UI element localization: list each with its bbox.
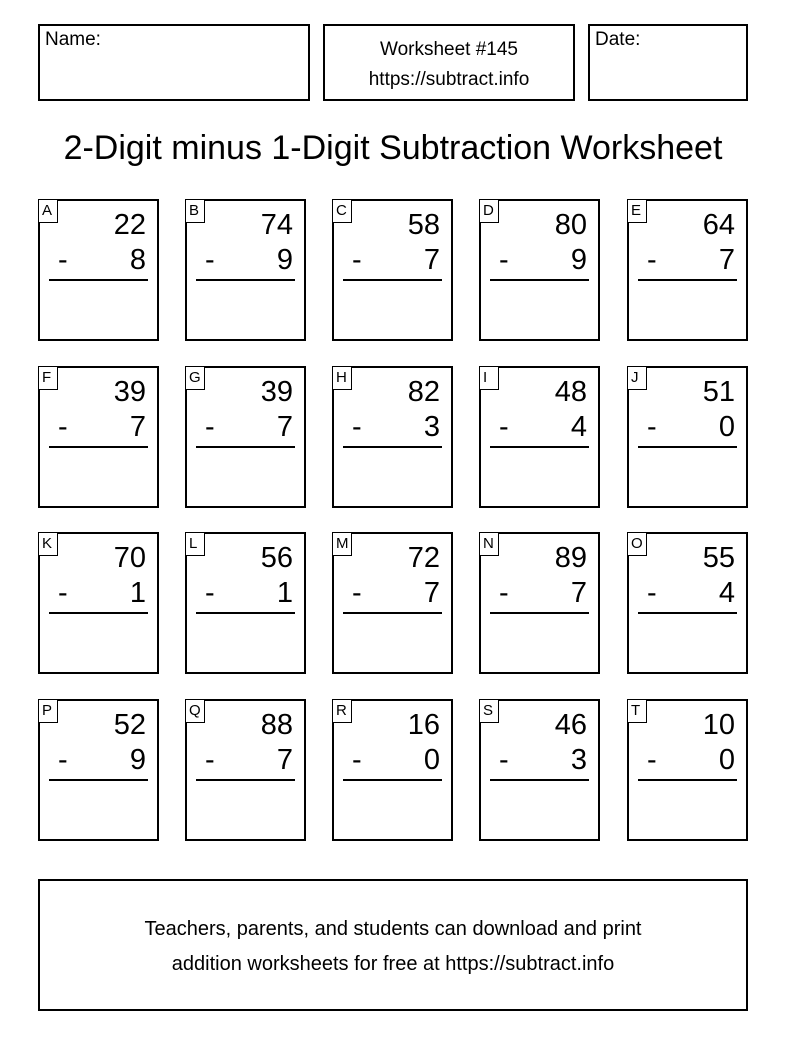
minus-sign: -: [205, 744, 215, 776]
minuend: 58: [407, 209, 440, 241]
name-label: Name:: [45, 29, 101, 50]
subtrahend: 9: [276, 244, 293, 276]
minus-sign: -: [499, 577, 509, 609]
minus-sign: -: [205, 411, 215, 443]
date-field[interactable]: [588, 24, 748, 101]
problem-card[interactable]: [185, 699, 306, 841]
minus-sign: -: [647, 411, 657, 443]
answer-rule: [49, 279, 148, 281]
minus-sign: -: [58, 577, 68, 609]
subtrahend: 4: [570, 411, 587, 443]
problem-card[interactable]: [185, 199, 306, 341]
subtrahend: 0: [718, 411, 735, 443]
answer-rule: [343, 279, 442, 281]
problem-card[interactable]: [332, 699, 453, 841]
answer-rule: [638, 279, 737, 281]
problem-card[interactable]: [479, 366, 600, 508]
problem-letter: H: [332, 366, 352, 390]
subtrahend: 7: [276, 411, 293, 443]
worksheet-number: Worksheet #145: [379, 39, 518, 60]
minuend: 88: [260, 709, 293, 741]
subtrahend: 9: [129, 744, 146, 776]
subtrahend: 1: [276, 577, 293, 609]
answer-rule: [196, 279, 295, 281]
minuend: 22: [113, 209, 146, 241]
minuend: 82: [407, 376, 440, 408]
answer-rule: [49, 779, 148, 781]
problem-letter: K: [38, 532, 58, 556]
problem-card[interactable]: [479, 199, 600, 341]
problem-card[interactable]: [627, 366, 748, 508]
problem-card[interactable]: [627, 699, 748, 841]
problem-letter: P: [38, 699, 58, 723]
footer-line-2: addition worksheets for free at https://subtract.info: [171, 953, 615, 975]
answer-rule: [343, 779, 442, 781]
subtrahend: 9: [570, 244, 587, 276]
answer-rule: [490, 279, 589, 281]
answer-rule: [49, 446, 148, 448]
minus-sign: -: [205, 244, 215, 276]
problem-letter: R: [332, 699, 352, 723]
minuend: 74: [260, 209, 293, 241]
subtrahend: 7: [718, 244, 735, 276]
minuend: 55: [702, 542, 735, 574]
minus-sign: -: [647, 577, 657, 609]
minus-sign: -: [647, 744, 657, 776]
problem-letter: L: [185, 532, 205, 556]
problem-card[interactable]: [627, 532, 748, 674]
minus-sign: -: [499, 744, 509, 776]
problem-letter: I: [479, 366, 499, 390]
subtrahend: 7: [129, 411, 146, 443]
minuend: 16: [407, 709, 440, 741]
problem-card[interactable]: [38, 699, 159, 841]
minuend: 51: [702, 376, 735, 408]
minuend: 39: [260, 376, 293, 408]
minus-sign: -: [352, 577, 362, 609]
problem-card[interactable]: [332, 366, 453, 508]
problem-letter: A: [38, 199, 58, 223]
minuend: 80: [554, 209, 587, 241]
minuend: 39: [113, 376, 146, 408]
subtrahend: 7: [423, 244, 440, 276]
problem-card[interactable]: [38, 366, 159, 508]
minus-sign: -: [58, 244, 68, 276]
minuend: 70: [113, 542, 146, 574]
minus-sign: -: [352, 744, 362, 776]
answer-rule: [196, 612, 295, 614]
minuend: 89: [554, 542, 587, 574]
minuend: 48: [554, 376, 587, 408]
problem-letter: B: [185, 199, 205, 223]
worksheet-url: https://subtract.info: [368, 69, 530, 90]
minuend: 56: [260, 542, 293, 574]
answer-rule: [196, 779, 295, 781]
problem-letter: J: [627, 366, 647, 390]
problem-card[interactable]: [38, 532, 159, 674]
answer-rule: [638, 612, 737, 614]
subtrahend: 3: [570, 744, 587, 776]
problem-card[interactable]: [479, 699, 600, 841]
subtrahend: 4: [718, 577, 735, 609]
name-field[interactable]: [38, 24, 310, 101]
answer-rule: [196, 446, 295, 448]
answer-rule: [490, 612, 589, 614]
date-label: Date:: [595, 29, 641, 50]
problem-letter: F: [38, 366, 58, 390]
problem-letter: T: [627, 699, 647, 723]
answer-rule: [638, 446, 737, 448]
subtrahend: 3: [423, 411, 440, 443]
subtrahend: 7: [570, 577, 587, 609]
subtrahend: 1: [129, 577, 146, 609]
minus-sign: -: [352, 244, 362, 276]
subtrahend: 0: [718, 744, 735, 776]
problem-card[interactable]: [38, 199, 159, 341]
problem-letter: E: [627, 199, 647, 223]
answer-rule: [490, 779, 589, 781]
footer-line-1: Teachers, parents, and students can download and print: [144, 918, 642, 940]
problem-card[interactable]: [479, 532, 600, 674]
minus-sign: -: [647, 244, 657, 276]
minus-sign: -: [499, 411, 509, 443]
problem-card[interactable]: [332, 199, 453, 341]
problem-letter: S: [479, 699, 499, 723]
problem-letter: Q: [185, 699, 205, 723]
problem-letter: M: [332, 532, 352, 556]
answer-rule: [49, 612, 148, 614]
minus-sign: -: [499, 244, 509, 276]
problem-letter: O: [627, 532, 647, 556]
answer-rule: [638, 779, 737, 781]
answer-rule: [343, 446, 442, 448]
problem-card[interactable]: [185, 366, 306, 508]
footer-box: [38, 879, 748, 1011]
problem-letter: G: [185, 366, 205, 390]
minus-sign: -: [58, 411, 68, 443]
minuend: 46: [554, 709, 587, 741]
subtrahend: 0: [423, 744, 440, 776]
minus-sign: -: [58, 744, 68, 776]
worksheet-info-box: [323, 24, 575, 101]
minus-sign: -: [352, 411, 362, 443]
problem-letter: D: [479, 199, 499, 223]
problem-letter: N: [479, 532, 499, 556]
minuend: 64: [702, 209, 735, 241]
problem-card[interactable]: [332, 532, 453, 674]
subtrahend: 7: [423, 577, 440, 609]
problem-grid: [38, 199, 748, 844]
minus-sign: -: [205, 577, 215, 609]
subtrahend: 7: [276, 744, 293, 776]
problem-card[interactable]: [627, 199, 748, 341]
answer-rule: [490, 446, 589, 448]
minuend: 52: [113, 709, 146, 741]
minuend: 10: [702, 709, 735, 741]
problem-letter: C: [332, 199, 352, 223]
minuend: 72: [407, 542, 440, 574]
problem-card[interactable]: [185, 532, 306, 674]
subtrahend: 8: [129, 244, 146, 276]
answer-rule: [343, 612, 442, 614]
page-title: 2-Digit minus 1-Digit Subtraction Worksheet: [63, 129, 723, 167]
